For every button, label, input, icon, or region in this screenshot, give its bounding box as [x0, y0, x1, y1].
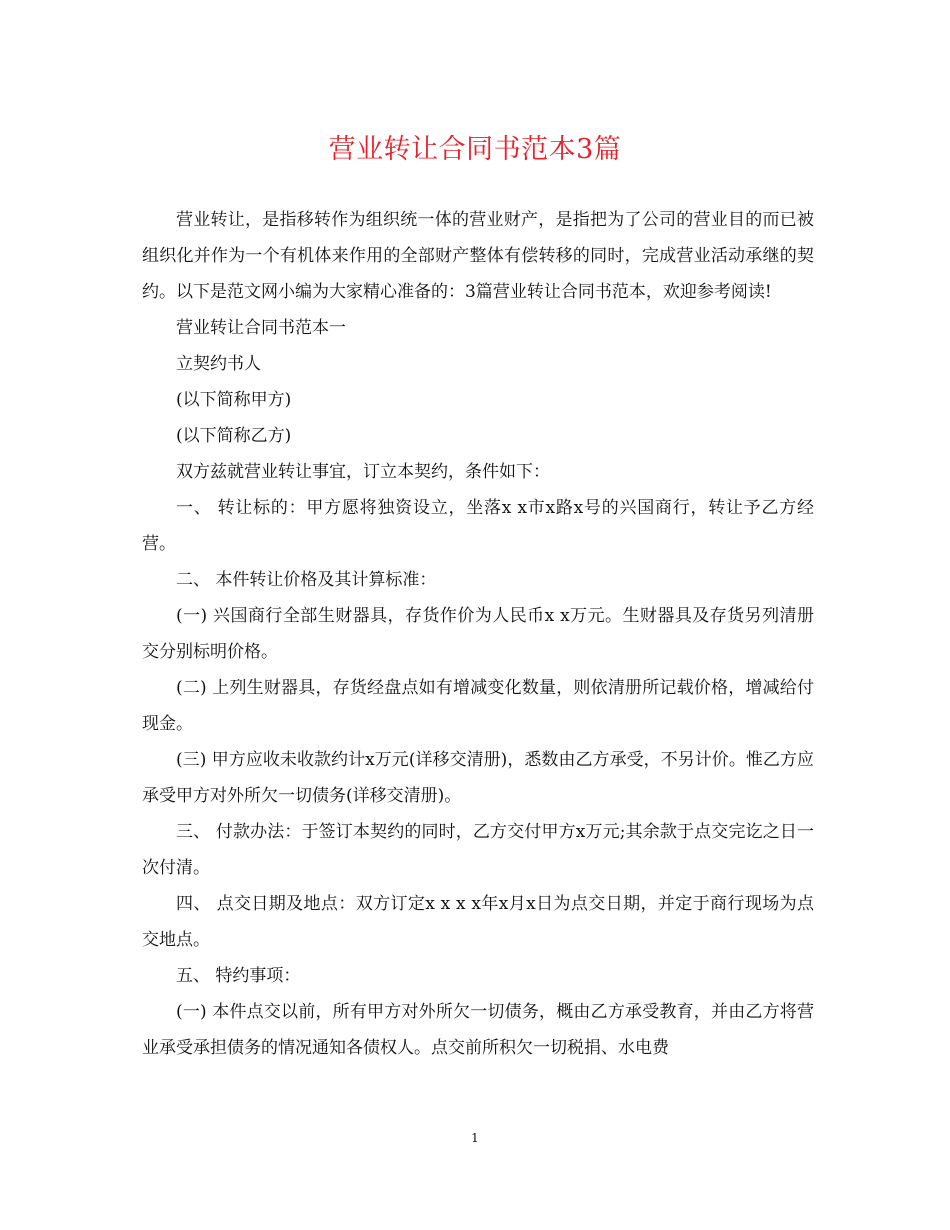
party-line: 立契约书人 — [176, 354, 261, 374]
intro-paragraph: 营业转让，是指移转作为组织统一体的营业财产，是指把为了公司的营业目的而已被组织化并作为一个有机体来作用的全部财产整体有偿转移的同时，完成营业活动承继的契约。以下是范文网小编为大家精心准备的：3篇营业转让合同书范本，欢迎参考阅读! — [142, 210, 814, 302]
document-body — [142, 202, 814, 1066]
party-b-line: (以下简称乙方) — [176, 426, 292, 446]
clause-1: 一、 转让标的：甲方愿将独资设立，坐落x x市x路x号的兴国商行，转让予乙方经营。 — [142, 498, 814, 554]
clause-2-item-2: (二) 上列生财器具，存货经盘点如有增减变化数量，则依清册所记载价格，增减给付现金。 — [142, 678, 814, 734]
section-heading-contract-one: 营业转让合同书范本一 — [176, 318, 346, 338]
document-title: 营业转让合同书范本3篇 — [328, 134, 622, 165]
page-number: 1 — [471, 1131, 479, 1145]
clause-3: 三、 付款办法：于签订本契约的同时，乙方交付甲方x万元;其余款于点交完讫之日一次付清。 — [142, 822, 814, 878]
clause-2-item-3: (三) 甲方应收未收款约计x万元(详移交清册)，悉数由乙方承受，不另计价。惟乙方应承受甲方对外所欠一切债务(详移交清册)。 — [142, 750, 814, 806]
clause-4: 四、 点交日期及地点：双方订定x x x x年x月x日为点交日期，并定于商行现场为点交地点。 — [142, 894, 814, 950]
clause-5-item-1: (一) 本件点交以前，所有甲方对外所欠一切债务，概由乙方承受教育，并由乙方将营业承受承担债务的情况通知各债权人。点交前所积欠一切税捐、水电费 — [142, 1002, 814, 1058]
clause-2-item-1: (一) 兴国商行全部生财器具，存货作价为人民币x x万元。生财器具及存货另列清册交分别标明价格。 — [142, 606, 814, 662]
party-a-line: (以下简称甲方) — [176, 390, 292, 410]
agreement-intro: 双方兹就营业转让事宜，订立本契约，条件如下： — [176, 462, 550, 482]
clause-5: 五、 特约事项： — [176, 966, 301, 986]
clause-2: 二、 本件转让价格及其计算标准： — [176, 570, 437, 590]
